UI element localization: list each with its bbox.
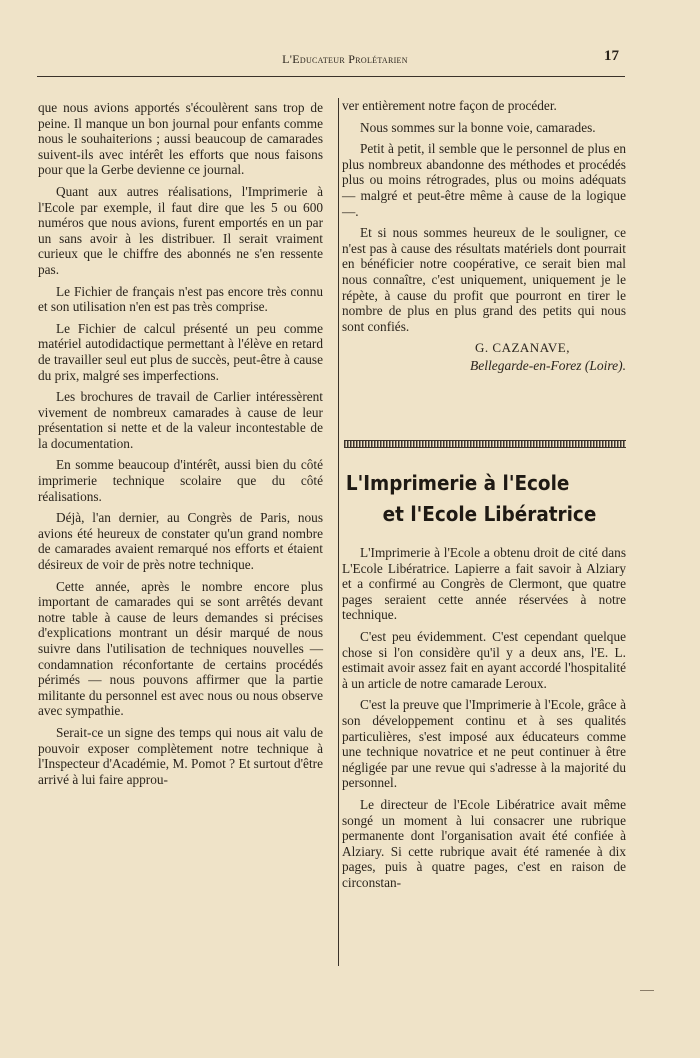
paragraph: Les brochures de travail de Carlier intéressèrent vivement de nombreux camarades à cause de leur présentation si nette et de la valeur incontestable de la documentation. (38, 389, 323, 451)
paragraph: Quant aux autres réalisations, l'Imprimerie à l'Ecole par exemple, il faut dire que les 5 ou 600 numéros que nous avions, furent emportés en un par un sans avoir à les distribuer. Il serait vraiment curieux que le chiffre des abonnés ne s'en ressente pas. (38, 183, 323, 277)
paragraph: Petit à petit, il semble que le personnel de plus en plus nombreux abandonne des méthodes et procédés plus ou moins rétrogrades, plus ou moins adéquats — malgré et peut-être même à cause de la logique —. (342, 141, 626, 219)
paragraph: que nous avions apportés s'écoulèrent sans trop de peine. Il manque un bon journal pour enfants comme nous le souhaiterions ; aussi beaucoup de camarades suivent-ils avec intérêt les efforts que nous faisons pour que la Gerbe devienne ce journal. (38, 100, 323, 178)
paragraph: Le Fichier de calcul présenté un peu comme matériel autodidactique permettant à l'élève en retard de travailler seul eut plus de succès, peut-être à cause du prix, malgré ses imperfections. (38, 320, 323, 383)
paragraph: Serait-ce un signe des temps qui nous ait valu de pouvoir exposer complètement notre technique à l'Inspecteur d'Académie, M. Pomot ? Et surtout d'être arrivé à lui faire approu- (38, 724, 323, 787)
author-signature: G. CAZANAVE, (475, 340, 570, 356)
ornamental-divider (344, 440, 626, 448)
author-location: Bellegarde-en-Forez (Loire). (470, 357, 626, 373)
paragraph: Et si nous sommes heureux de le souligner, ce n'est pas à cause des résultats matériels dont pourrait en bénéficier notre coopérative, ce serait bien mal nous connaître, c'est uniquement, uniquement je le répète, à cause du profit que pourront en tirer le nombre de plus en plus grand des petits qui nous sont confiés. (342, 225, 626, 334)
paragraph: En somme beaucoup d'intérêt, aussi bien du côté imprimerie technique scolaire que du côté réalisations. (38, 457, 323, 504)
paragraph: Le Fichier de français n'est pas encore très connu et son utilisation n'en est pas très comprise. (38, 283, 323, 315)
column-divider (338, 98, 339, 966)
running-head: L'Educateur Prolétarien (282, 52, 408, 66)
article-title (344, 468, 606, 530)
header-rule (37, 76, 625, 77)
paragraph: Cette année, après le nombre encore plus important de camarades qui se sont arrêtés devant notre table à cause de leurs demandes si précises d'explications montrant un désir marqué de nous suivre dans l'utilisation de techniques nouvelles — condamnation réconfortante de certains procédés périmés — nous pouvons affirmer que la partie militante du personnel est avec nous ou nous observe avec sympathie. (38, 578, 323, 719)
paragraph: Nous sommes sur la bonne voie, camarades. (360, 119, 596, 135)
page-number: 17 (604, 48, 619, 64)
paragraph: L'Imprimerie à l'Ecole a obtenu droit de cité dans L'Ecole Libératrice. Lapierre a fait savoir à Alziary et a confirmé au Congrès de Clermont, que quatre pages seraient cette année réservées à notre technique. (342, 545, 626, 623)
paragraph: C'est peu évidemment. C'est cependant quelque chose si l'on considère qu'il y a deux ans, l'E. L. estimait avoir assez fait en ayant accordé l'hospitalité à un article de notre camarade Leroux. (342, 628, 626, 691)
paragraph: ver entièrement notre façon de procéder. (342, 98, 557, 113)
left-column (38, 100, 323, 793)
print-mark (640, 990, 654, 991)
article-title-line-2: et l'Ecole Libératrice (382, 502, 597, 526)
article-title-line-1: L'Imprimerie à l'Ecole (345, 471, 570, 495)
article-body (342, 545, 626, 896)
paragraph: C'est la preuve que l'Imprimerie à l'Ecole, grâce à son développement continu et à ses qualités particulières, s'est imposé aux éducateurs comme une technique novatrice et ne peut continuer à être négligée par une revue qui s'adresse à la majorité du personnel. (342, 697, 626, 791)
paragraph: Le directeur de l'Ecole Libératrice avait même songé un moment à lui consacrer une rubrique permanente dont l'organisation avait été confiée à Alziary. Si cette rubrique avait été ramenée à dix pages, puis à quatre pages, c'est en raison de circonstan- (342, 796, 626, 890)
right-column-top (342, 98, 626, 374)
paragraph: Déjà, l'an dernier, au Congrès de Paris, nous avions été heureux de constater qu'un grand nombre de camarades avaient remarqué nos efforts et étaient désireux de voir de près notre technique. (38, 510, 323, 573)
